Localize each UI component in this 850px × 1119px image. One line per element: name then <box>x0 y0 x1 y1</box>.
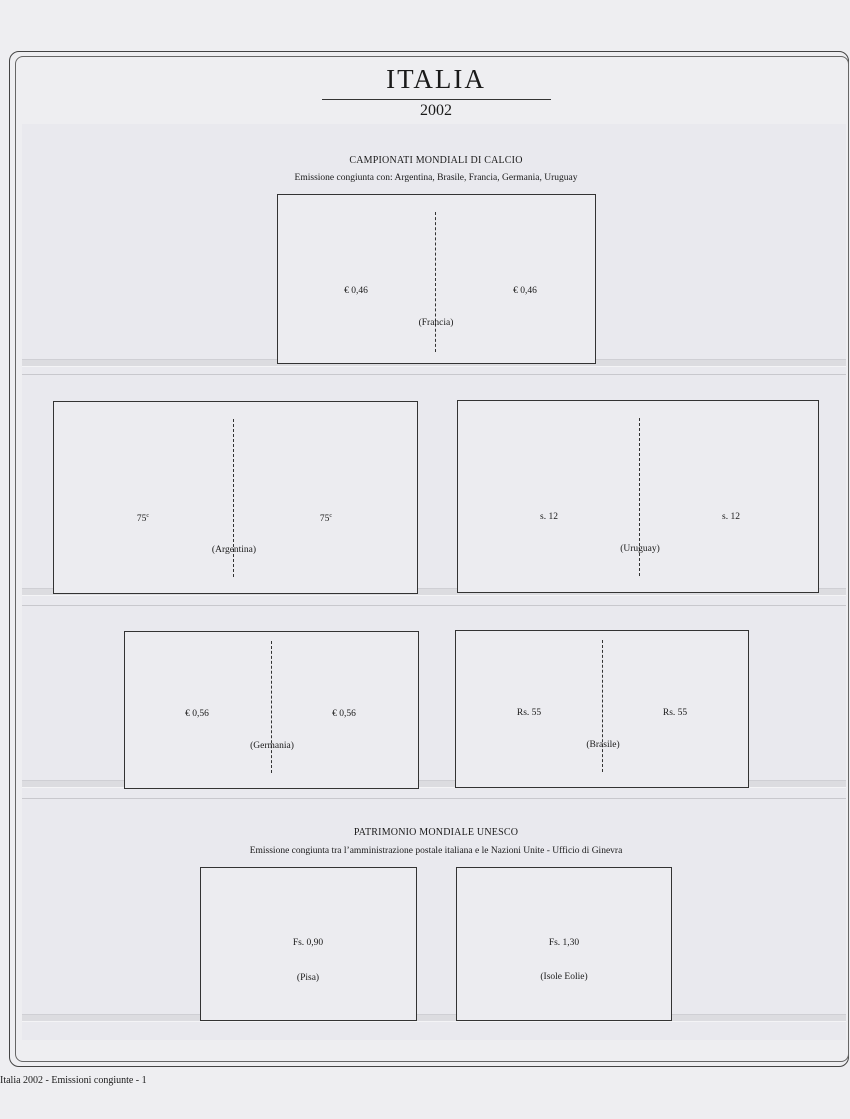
stamp-value: € 0,56 <box>185 709 209 719</box>
stamp-country: (Uruguay) <box>620 544 660 554</box>
mount-strip <box>22 1014 846 1022</box>
section-subtitle-calcio: Emissione congiunta con: Argentina, Brasile, Francia, Germania, Uruguay <box>294 173 578 183</box>
stamp-value: s. 12 <box>722 512 740 522</box>
stamp-box-uruguay <box>457 400 819 593</box>
stamp-value: € 0,56 <box>332 709 356 719</box>
stamp-place: (Isole Eolie) <box>540 972 588 982</box>
section-heading-unesco: PATRIMONIO MONDIALE UNESCO <box>353 827 519 838</box>
stamp-box-francia <box>277 194 596 364</box>
stamp-value: 75$^c$ <box>136 513 150 525</box>
stamp-country: (Argentina) <box>211 545 257 555</box>
stamp-value: € 0,46 <box>513 286 537 296</box>
page-year: 2002 <box>420 102 452 119</box>
title-rule <box>322 99 551 100</box>
stamp-value: Fs. 1,30 <box>548 938 580 948</box>
stamp-value: Fs. 0,90 <box>292 938 324 948</box>
perforation-line <box>271 641 272 773</box>
stamp-country: (Brasile) <box>586 740 620 750</box>
stamp-value: 75$^c$ <box>319 513 333 525</box>
page-footer: Italia 2002 - Emissioni congiunte - 1 <box>0 1075 147 1086</box>
stamp-value: Rs. 55 <box>662 708 688 718</box>
stamp-value: Rs. 55 <box>516 708 542 718</box>
row-divider <box>22 605 846 606</box>
stamp-value: s. 12 <box>540 512 558 522</box>
section-heading-calcio: CAMPIONATI MONDIALI DI CALCIO <box>349 155 523 166</box>
row-divider <box>22 798 846 799</box>
stamp-place: (Pisa) <box>296 973 320 983</box>
perforation-line <box>435 212 436 352</box>
stamp-value: € 0,46 <box>344 286 368 296</box>
stamp-country: (Francia) <box>418 318 454 328</box>
row-divider <box>22 374 846 375</box>
perforation-line <box>602 640 603 772</box>
page-title: ITALIA <box>386 64 486 94</box>
stamp-box-argentina <box>53 401 418 594</box>
stamp-country: (Germania) <box>250 741 294 751</box>
section-subtitle-unesco: Emissione congiunta tra l’amministrazione postale italiana e le Nazioni Unite - Ufficio di Ginevra <box>249 846 623 856</box>
